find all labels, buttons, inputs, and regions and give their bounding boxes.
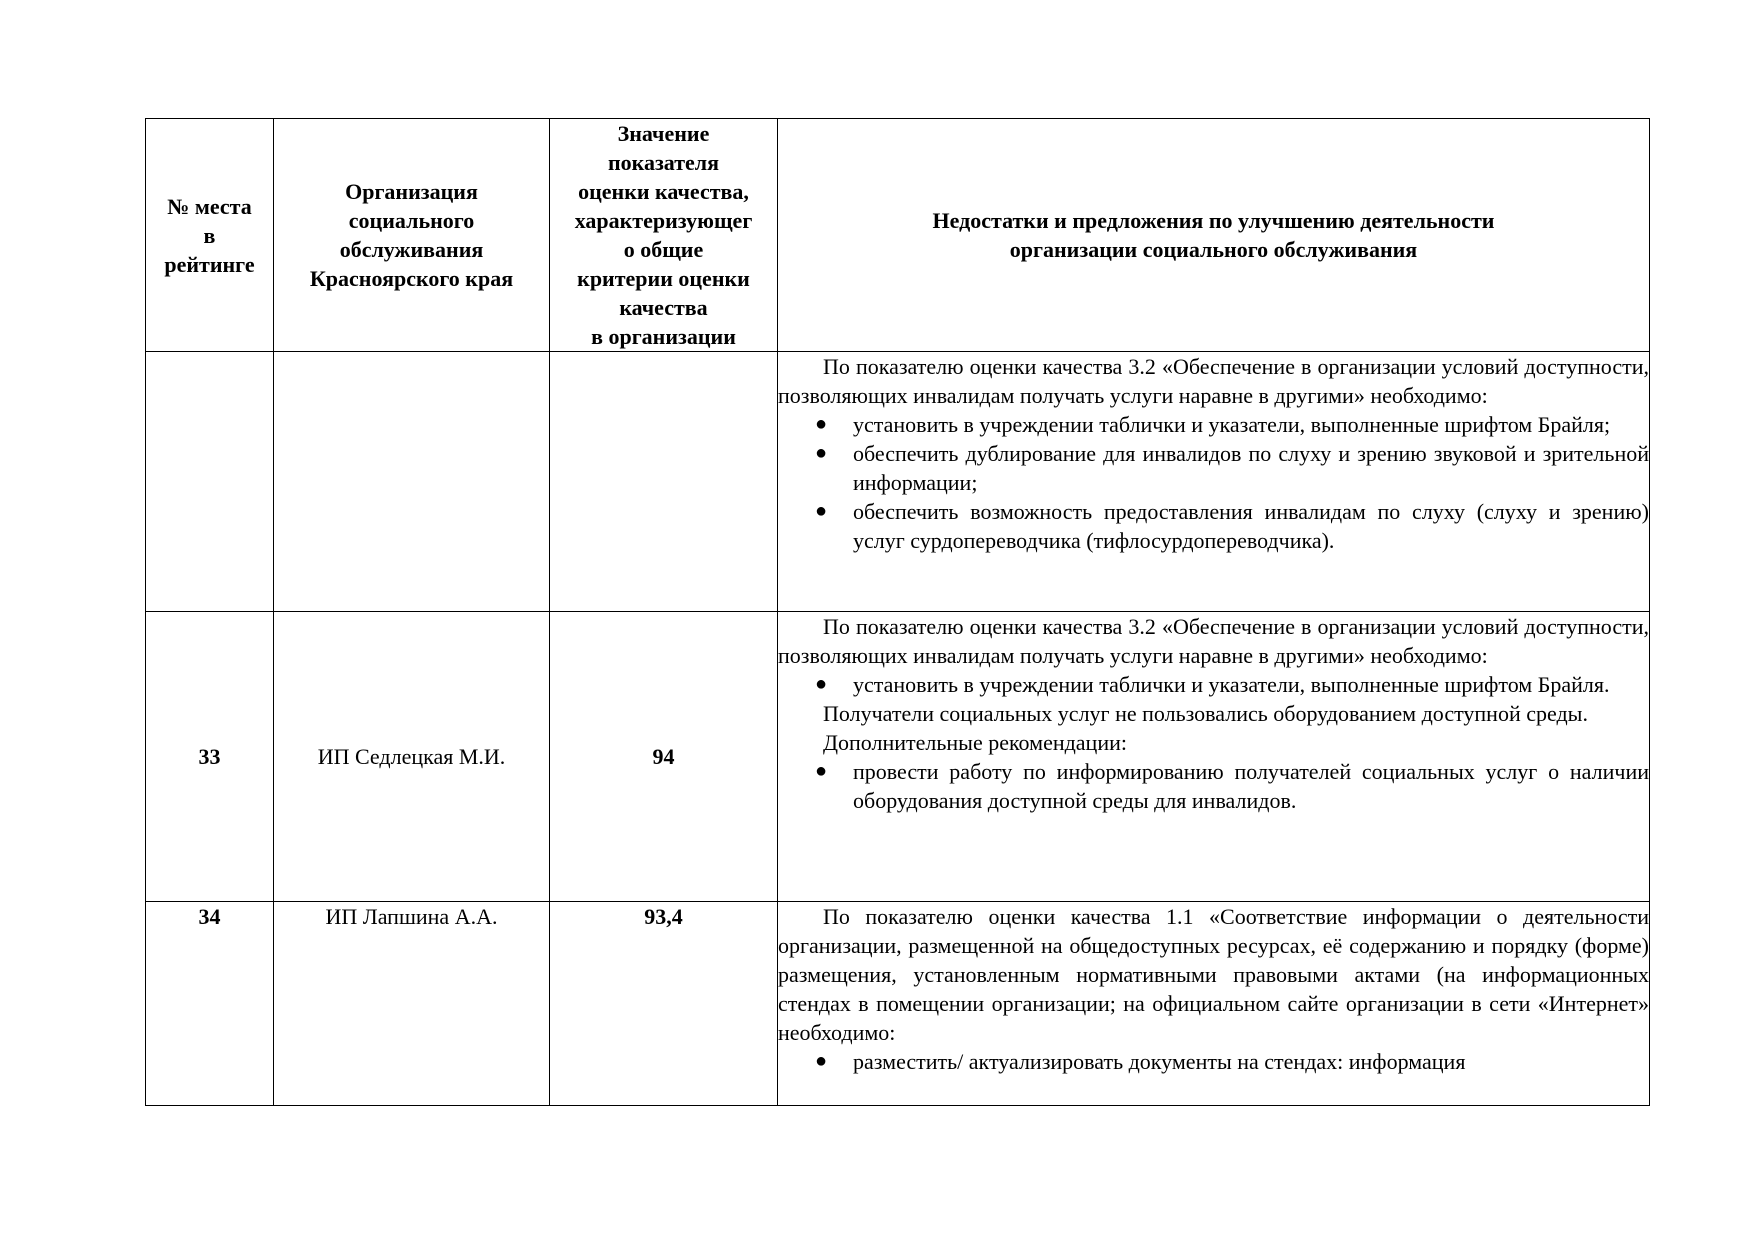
rating-table [145, 118, 1650, 1106]
organization-cell: ИП Седлецкая М.И. [274, 612, 550, 902]
header-value: Значение показателя оценки качества, характеризующег о общие критерии оценки качества в организации [550, 119, 778, 352]
value-cell: 94 [550, 612, 778, 902]
table-row [146, 612, 1650, 902]
recommendation-list [778, 670, 1649, 699]
shortcoming-intro: По показателю оценки качества 3.2 «Обеспечение в организации условий доступности, позволяющих инвалидам получать услуги наравне в другими» необходимо: [778, 354, 1649, 408]
bullet-icon: ● [815, 500, 828, 522]
shortcomings-cell [778, 352, 1650, 612]
recommendation-list [778, 1047, 1649, 1076]
list-item [778, 670, 1649, 699]
table-row [146, 902, 1650, 1106]
header-organization: Организация социального обслуживания Красноярского края [274, 119, 550, 352]
list-item [778, 497, 1649, 555]
bullet-icon: ● [815, 442, 828, 464]
shortcomings-cell [778, 612, 1650, 902]
place-cell: 34 [146, 902, 274, 1106]
header-place: № места в рейтинге [146, 119, 274, 352]
list-item [778, 1047, 1649, 1076]
recommendation-list [778, 410, 1649, 555]
header-shortcomings: Недостатки и предложения по улучшению деятельности организации социального обслуживания [778, 119, 1650, 352]
bullet-icon: ● [815, 413, 828, 435]
list-item-text: провести работу по информированию получателей социальных услуг о наличии оборудования доступной среды для инвалидов. [853, 759, 1649, 813]
organization-cell: ИП Лапшина А.А. [274, 902, 550, 1106]
extra-recommendations-title: Дополнительные рекомендации: [823, 730, 1127, 755]
place-cell: 33 [146, 612, 274, 902]
shortcoming-intro: По показателю оценки качества 3.2 «Обеспечение в организации условий доступности, позволяющих инвалидам получать услуги наравне в другими» необходимо: [778, 614, 1649, 668]
list-item-text: обеспечить возможность предоставления инвалидам по слуху (слуху и зрению) услуг сурдопереводчика (тифлосурдопереводчика). [853, 499, 1649, 553]
list-item [778, 439, 1649, 497]
table-row [146, 352, 1650, 612]
value-cell: 93,4 [550, 902, 778, 1106]
list-item-text: установить в учреждении таблички и указатели, выполненные шрифтом Брайля; [853, 412, 1611, 437]
list-item-text: установить в учреждении таблички и указатели, выполненные шрифтом Брайля. [853, 672, 1610, 697]
extra-recommendation-list [778, 757, 1649, 815]
place-cell [146, 352, 274, 612]
table-header-row [146, 119, 1650, 352]
bullet-icon: ● [815, 1050, 828, 1072]
shortcomings-cell [778, 902, 1650, 1106]
list-item [778, 410, 1649, 439]
shortcoming-note: Получатели социальных услуг не пользовались оборудованием доступной среды. [823, 701, 1588, 726]
bullet-icon: ● [815, 760, 828, 782]
bullet-icon: ● [815, 673, 828, 695]
shortcoming-intro: По показателю оценки качества 1.1 «Соответствие информации о деятельности организации, размещенной на общедоступных ресурсах, её содержанию и порядку (форме) размещения, установленным нормативными правовыми актами (на информационных стендах в помещении организации; на официальном сайте организации в сети «Интернет» необходимо: [778, 904, 1649, 1045]
list-item [778, 757, 1649, 815]
list-item-text: обеспечить дублирование для инвалидов по слуху и зрению звуковой и зрительной информации; [853, 441, 1649, 495]
list-item-text: разместить/ актуализировать документы на стендах: информация [853, 1049, 1466, 1074]
value-cell [550, 352, 778, 612]
organization-cell [274, 352, 550, 612]
